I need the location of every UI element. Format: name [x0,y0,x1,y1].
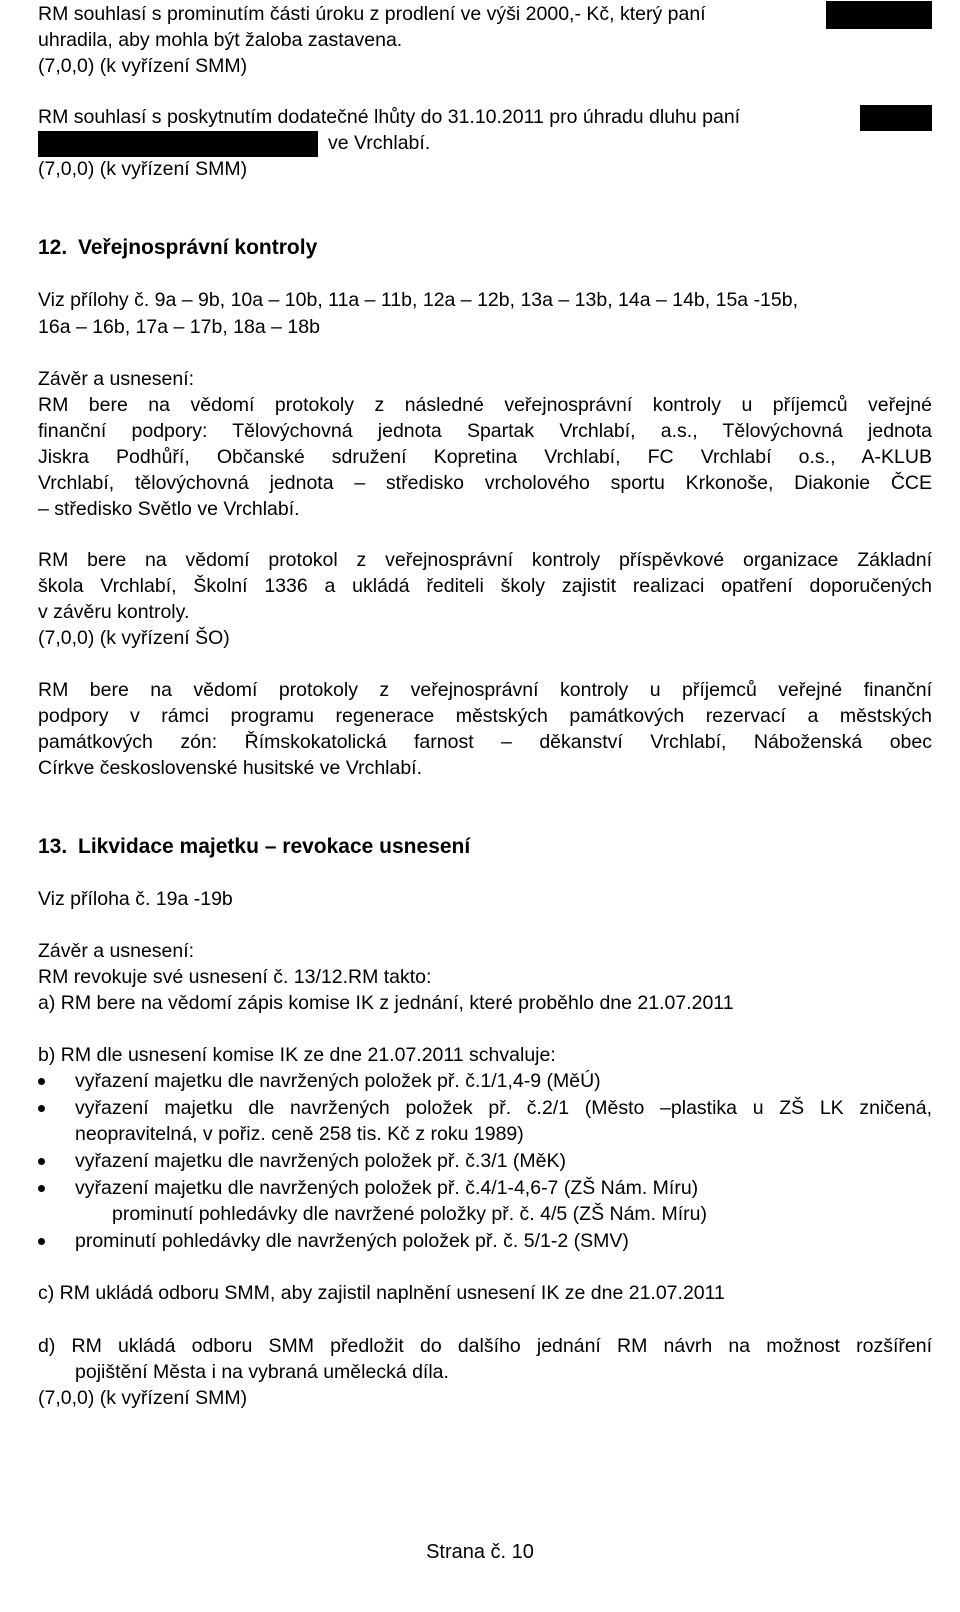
section-number: 12. [38,236,68,259]
text-line: a) RM bere na vědomí zápis komise IK z jednání, které proběhlo dne 21.07.2011 [38,992,734,1014]
list-item: prominutí pohledávky dle navržených položek př. č. 5/1-2 (SMV) [75,1230,629,1252]
text-line: podpory v rámci programu regenerace městských památkových rezervací a městských [38,705,932,727]
text-line: RM revokuje své usnesení č. 13/12.RM takto: [38,966,432,988]
attachment-reference: Viz přílohy č. 9a – 9b, 10a – 10b, 11a – 11b, 12a – 12b, 13a – 13b, 14a – 14b, 15a -15b, [38,289,799,311]
text-line: Jiskra Podhůří, Občanské sdružení Kopretina Vrchlabí, FC Vrchlabí o.s., A-KLUB [38,446,932,468]
redaction-block [826,1,932,29]
page-number: Strana č. 10 [426,1541,534,1563]
redaction-block [38,131,318,157]
text-line: b) RM dle usnesení komise IK ze dne 21.07.2011 schvaluje: [38,1044,556,1066]
text-line: – středisko Světlo ve Vrchlabí. [38,498,300,520]
text-line: finanční podpory: Tělovýchovná jednota Spartak Vrchlabí, a.s., Tělovýchovná jednota [38,420,932,442]
text-line: uhradila, aby mohla být žaloba zastavena. [38,29,403,51]
bullet-icon [38,1185,45,1192]
bullet-icon [38,1238,45,1245]
text-line: d) RM ukládá odboru SMM předložit do dalšího jednání RM návrh na možnost rozšíření [38,1335,932,1357]
conclusion-label: Závěr a usnesení: [38,368,195,390]
text-line: RM souhlasí s poskytnutím dodatečné lhůty do 31.10.2011 pro úhradu dluhu paní [38,106,741,128]
list-item: vyřazení majetku dle navržených položek př. č.4/1-4,6-7 (ZŠ Nám. Míru) [75,1177,699,1199]
list-item-continuation: neopravitelná, v pořiz. ceně 258 tis. Kč z roku 1989) [75,1123,524,1145]
vote-line: (7,0,0) (k vyřízení SMM) [38,55,248,77]
list-item: vyřazení majetku dle navržených položek př. č.3/1 (MěK) [75,1150,566,1172]
section-title: Veřejnosprávní kontroly [78,236,318,259]
text-line: ve Vrchlabí. [328,132,431,154]
vote-line: (7,0,0) (k vyřízení SMM) [38,1387,248,1409]
text-line: RM bere na vědomí protokoly z veřejnosprávní kontroly u příjemců veřejné finanční [38,679,932,701]
list-item-sub: prominutí pohledávky dle navržené položky př. č. 4/5 (ZŠ Nám. Míru) [112,1203,707,1225]
list-item: vyřazení majetku dle navržených položek př. č.2/1 (Město –plastika u ZŠ LK zničená, [75,1097,932,1119]
text-line: RM souhlasí s prominutím části úroku z prodlení ve výši 2000,- Kč, který paní [38,3,706,25]
redaction-block [860,105,932,131]
section-number: 13. [38,835,68,858]
text-line: pojištění Města i na vybraná umělecká díla. [75,1361,449,1383]
bullet-icon [38,1105,45,1112]
text-line: Církve československé husitské ve Vrchlabí. [38,757,423,779]
text-line: v závěru kontroly. [38,601,190,623]
section-12-heading [38,235,317,261]
bullet-icon [38,1078,45,1085]
text-line: c) RM ukládá odboru SMM, aby zajistil naplnění usnesení IK ze dne 21.07.2011 [38,1282,725,1304]
vote-line: (7,0,0) (k vyřízení SMM) [38,158,248,180]
text-line: památkových zón: Římskokatolická farnost – děkanství Vrchlabí, Náboženská obec [38,731,932,753]
attachment-reference: 16a – 16b, 17a – 17b, 18a – 18b [38,316,320,338]
list-item: vyřazení majetku dle navržených položek př. č.1/1,4-9 (MěÚ) [75,1070,601,1092]
text-line: RM bere na vědomí protokol z veřejnosprávní kontroly příspěvkové organizace Základní [38,549,932,571]
text-line: Vrchlabí, tělovýchovná jednota – středisko vrcholového sportu Krkonoše, Diakonie ČCE [38,472,932,494]
text-line: škola Vrchlabí, Školní 1336 a ukládá řediteli školy zajistit realizaci opatření doporučených [38,575,932,597]
text-line: RM bere na vědomí protokoly z následné veřejnosprávní kontroly u příjemců veřejné [38,394,932,416]
vote-line: (7,0,0) (k vyřízení ŠO) [38,627,230,649]
section-13-heading [38,834,470,860]
bullet-icon [38,1158,45,1165]
attachment-reference: Viz příloha č. 19a -19b [38,888,233,910]
conclusion-label: Závěr a usnesení: [38,940,195,962]
section-title: Likvidace majetku – revokace usnesení [78,835,471,858]
